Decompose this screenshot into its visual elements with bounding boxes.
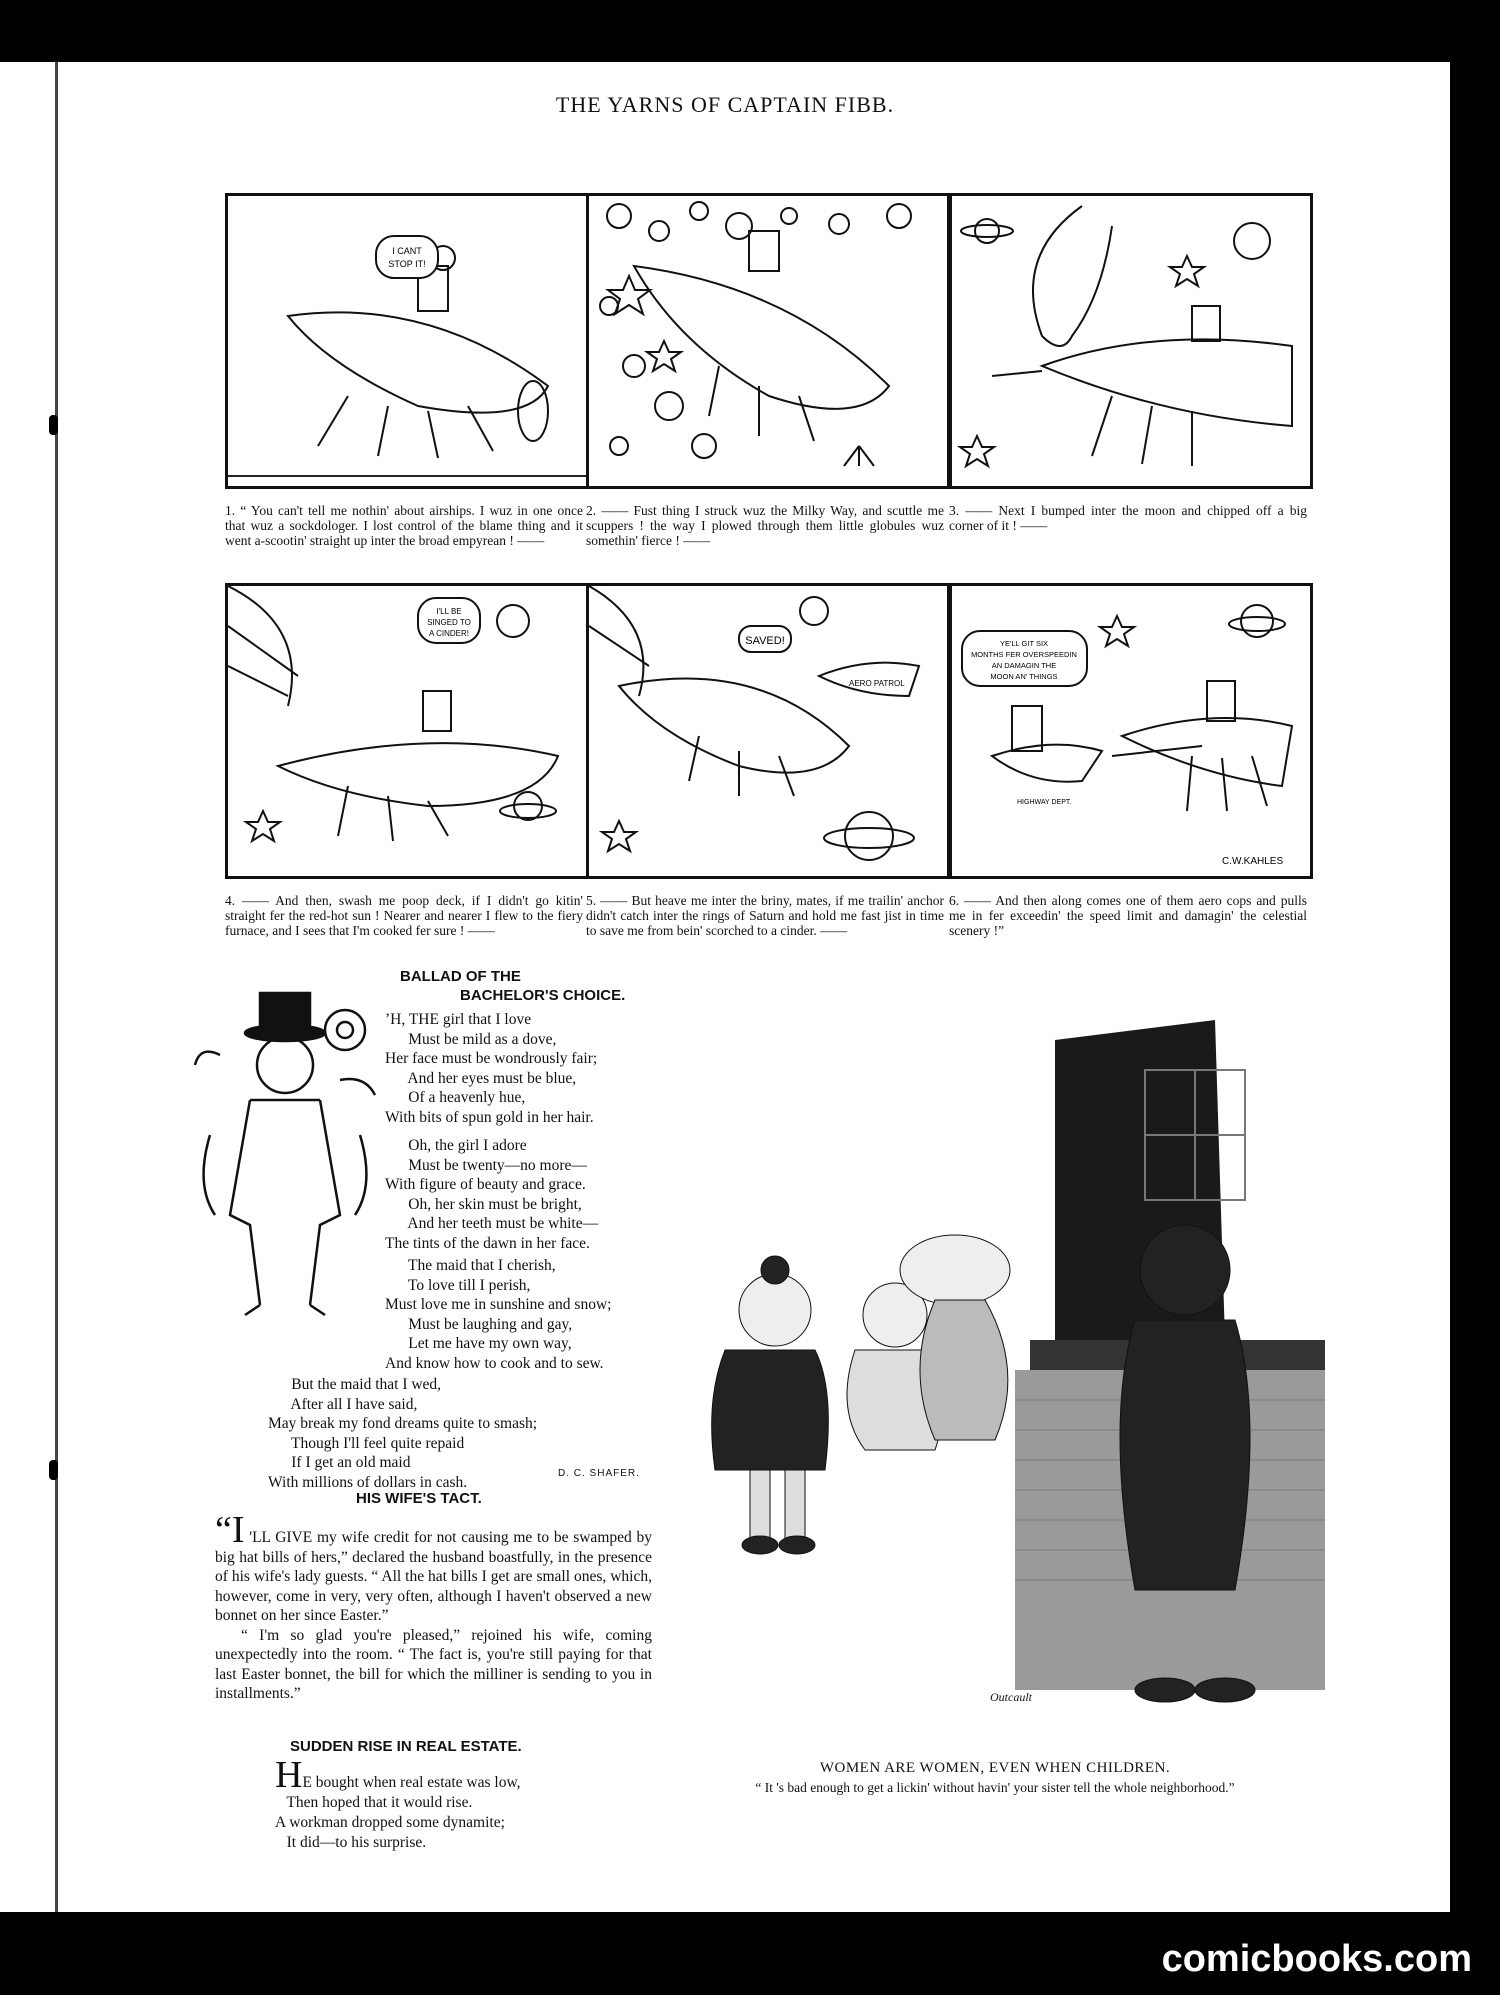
- wife-paragraph-2: “ I'm so glad you're pleased,” rejoined his wife, coming unexpectedly into the room. “ The fact is, you're still paying for that last Easter bonnet, the bill for which the milliner is sending to you in installments.”: [215, 1626, 652, 1702]
- svg-text:SINGED TO: SINGED TO: [427, 618, 471, 627]
- children-signature: Outcault: [990, 1690, 1032, 1704]
- estate-line-4: It did—to his surprise.: [286, 1834, 427, 1851]
- estate-title: SUDDEN RISE IN REAL ESTATE.: [290, 1738, 522, 1755]
- comic-panel-3: [949, 193, 1313, 489]
- svg-text:AERO PATROL: AERO PATROL: [849, 679, 905, 688]
- ballad-stanza-3: The maid that I cherish, To love till I perish, Must love me in sunshine and snow; Must be laughing and gay, Let me have my own way, And know how to cook and to sew.: [385, 1257, 612, 1372]
- estate-line-3: A workman dropped some dynamite;: [275, 1814, 505, 1831]
- comic-caption-1: 1. “ You can't tell me nothin' about airships. I wuz in one once that wuz a sockdologer. I lost control of the blame thing and it went a-scootin' straight up inter the broad empyrean ! ——: [225, 503, 583, 548]
- binding-hole: [49, 1460, 58, 1480]
- binding-hole: [49, 415, 58, 435]
- svg-text:A CINDER!: A CINDER!: [428, 629, 470, 638]
- comic-panel-4: [225, 583, 589, 879]
- ballad-title-line1: BALLAD OF THE: [400, 968, 521, 985]
- children-illustration: [665, 970, 1325, 1740]
- comic-panel-2: [586, 193, 950, 489]
- svg-text:I'LL BE: I'LL BE: [436, 607, 462, 616]
- svg-text:YE'LL GIT SIX: YE'LL GIT SIX: [999, 639, 1049, 648]
- ballad-author: D. C. SHAFER.: [558, 1468, 640, 1479]
- svg-text:STOP IT!: STOP IT!: [388, 259, 426, 269]
- speech-balloon: [376, 236, 438, 278]
- page-title: THE YARNS OF CAPTAIN FIBB.: [555, 92, 895, 117]
- wife-quote-open: “: [215, 1509, 232, 1551]
- estate-dropcap: H: [275, 1754, 303, 1796]
- ballad-stanza-2: Oh, the girl I adore Must be twenty—no more— With figure of beauty and grace. Oh, her skin must be bright, And her teeth must be white— The tints of the dawn in her face.: [385, 1137, 599, 1252]
- binding-gutter: [55, 62, 58, 1912]
- comic-caption-5: 5. —— But heave me inter the briny, mates, if me trailin' anchor didn't catch inter the rings of Saturn and hold me fast jist in time to save me from bein' scorched to a cinder. ——: [586, 893, 944, 938]
- children-quote: “ It 's bad enough to get a lickin' without havin' your sister tell the whole neighborhood.”: [755, 1780, 1235, 1795]
- ballad-stanza-4: But the maid that I wed, After all I have said, May break my fond dreams quite to smash; Though I'll feel quite repaid If I get an old maid With millions of dollars in cash.: [268, 1376, 538, 1491]
- svg-text:MONTHS FER OVERSPEEDIN: MONTHS FER OVERSPEEDIN: [971, 650, 1077, 659]
- svg-text:AN DAMAGIN THE: AN DAMAGIN THE: [991, 661, 1057, 670]
- wife-dropcap: I: [231, 1509, 245, 1551]
- svg-text:I CANT: I CANT: [392, 246, 422, 256]
- ballad-stanza-1: ’H, THE girl that I love Must be mild as a dove, Her face must be wondrously fair; And her eyes must be blue, Of a heavenly hue, With bits of spun gold in her hair.: [385, 1011, 598, 1126]
- comic-caption-6: 6. —— And then along comes one of them aero cops and pulls me in fer exceedin' the speed limit and damagin' the celestial scenery !”: [949, 893, 1307, 938]
- svg-text:MOON AN' THINGS: MOON AN' THINGS: [990, 672, 1058, 681]
- estate-poem: [275, 1754, 521, 1853]
- comic-panel-5: [586, 583, 950, 879]
- ballad-title-line2: BACHELOR'S CHOICE.: [460, 987, 626, 1004]
- estate-line-1: E bought when real estate was low,: [302, 1774, 521, 1791]
- estate-line-2: Then hoped that it would rise.: [286, 1794, 473, 1811]
- comic-caption-4: 4. —— And then, swash me poop deck, if I didn't go kitin' straight fer the red-hot sun ! Nearer and nearer I flew to the fiery furnace, and I sees that I'm cooked fer sure ! ——: [225, 893, 583, 938]
- comic-panel-1: [225, 193, 589, 489]
- children-title: WOMEN ARE WOMEN, EVEN WHEN CHILDREN.: [819, 1760, 1171, 1776]
- comic-panel-6: [949, 583, 1313, 879]
- comic-caption-3: 3. —— Next I bumped inter the moon and chipped off a big corner of it ! ——: [949, 503, 1307, 533]
- wife-story: [215, 1509, 653, 1704]
- bachelor-illustration: [190, 985, 380, 1325]
- comic-caption-2: 2. —— Fust thing I struck wuz the Milky Way, and scuttle me scuppers ! the way I plowed through them little globules wuz somethin' fierce ! ——: [586, 503, 944, 548]
- wife-paragraph-1: 'LL GIVE my wife credit for not causing me to be swamped by big hat bills of hers,” declared the husband boastfully, in the presence of his wife's lady guests. “ All the hat bills I get are small ones, which, however, come in very, very often, although I haven't observed a new bonnet on her since Easter.”: [215, 1529, 653, 1624]
- svg-text:HIGHWAY DEPT.: HIGHWAY DEPT.: [1017, 799, 1072, 806]
- svg-text:C.W.KAHLES: C.W.KAHLES: [1222, 856, 1284, 867]
- wife-title: HIS WIFE'S TACT.: [356, 1490, 482, 1507]
- watermark: comicbooks.com: [1161, 1938, 1472, 1980]
- svg-text:SAVED!: SAVED!: [745, 635, 785, 647]
